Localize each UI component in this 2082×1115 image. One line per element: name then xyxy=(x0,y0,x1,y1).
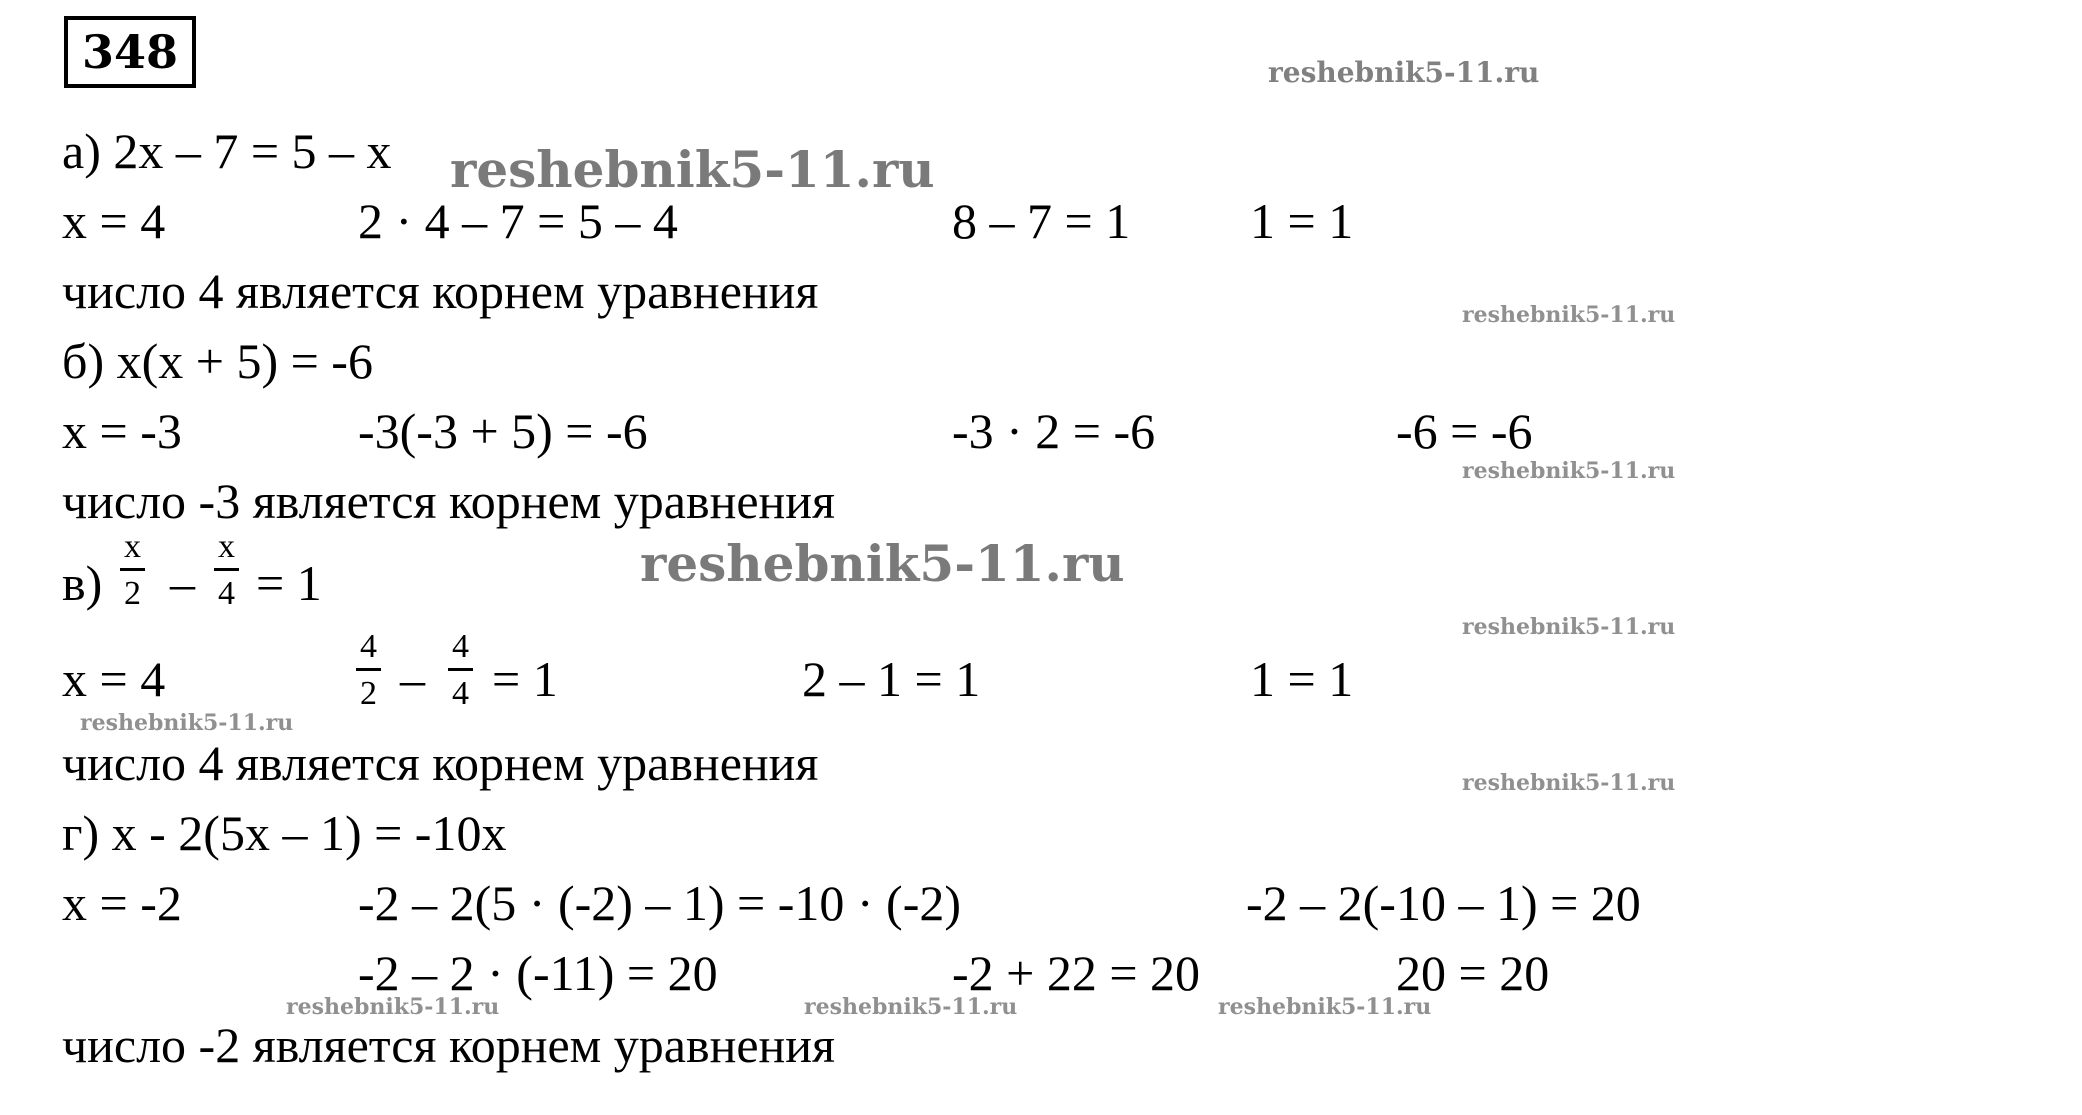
fraction-denominator: 2 xyxy=(360,675,377,712)
check-v-step3: 1 = 1 xyxy=(1250,651,1354,707)
fraction-4-over-4 xyxy=(448,630,473,711)
check-g-step3: -2 – 2 · (-11) = 20 xyxy=(358,945,718,1001)
watermark: reshebnik5-11.ru xyxy=(80,710,294,736)
check-g-step1: -2 – 2(5 · (-2) – 1) = -10 · (-2) xyxy=(358,875,962,931)
problem-number: 348 xyxy=(64,16,196,88)
fraction-numerator: x xyxy=(124,528,141,565)
root-g: x = -2 xyxy=(62,875,182,931)
watermark: reshebnik5-11.ru xyxy=(1218,994,1432,1020)
check-v-step2: 2 – 1 = 1 xyxy=(802,651,981,707)
fraction-4-over-2 xyxy=(356,630,381,711)
watermark: reshebnik5-11.ru xyxy=(1462,458,1676,484)
equation-a: а) 2x – 7 = 5 – x xyxy=(62,123,392,179)
fraction-numerator: 4 xyxy=(360,628,377,665)
watermark: reshebnik5-11.ru xyxy=(1462,614,1676,640)
fraction-x-over-4 xyxy=(214,530,239,611)
equation-b: б) x(x + 5) = -6 xyxy=(62,333,373,389)
check-g-step4: -2 + 22 = 20 xyxy=(952,945,1201,1001)
fraction-numerator: x xyxy=(218,528,235,565)
root-b: x = -3 xyxy=(62,403,182,459)
equation-v-prefix: в) xyxy=(62,555,103,611)
check-a-step3: 1 = 1 xyxy=(1250,193,1354,249)
check-g-step2: -2 – 2(-10 – 1) = 20 xyxy=(1246,875,1641,931)
equation-g: г) x - 2(5x – 1) = -10x xyxy=(62,805,507,861)
check-b-step2: -3 · 2 = -6 xyxy=(952,403,1156,459)
fraction-x-over-2 xyxy=(120,530,145,611)
check-g-step5: 20 = 20 xyxy=(1396,945,1550,1001)
watermark: reshebnik5-11.ru xyxy=(1268,56,1540,89)
conclusion-g: число -2 является корнем уравнения xyxy=(62,1017,836,1073)
check-v-rhs: = 1 xyxy=(492,651,558,707)
watermark: reshebnik5-11.ru xyxy=(640,534,1125,593)
watermark: reshebnik5-11.ru xyxy=(286,994,500,1020)
watermark: reshebnik5-11.ru xyxy=(1462,770,1676,796)
fraction-denominator: 4 xyxy=(218,575,235,612)
check-b-step1: -3(-3 + 5) = -6 xyxy=(358,403,648,459)
check-a-step1: 2 · 4 – 7 = 5 – 4 xyxy=(358,193,678,249)
root-a: x = 4 xyxy=(62,193,166,249)
fraction-denominator: 4 xyxy=(452,675,469,712)
conclusion-v: число 4 является корнем уравнения xyxy=(62,735,819,791)
minus-sign: – xyxy=(400,651,425,707)
watermark: reshebnik5-11.ru xyxy=(804,994,1018,1020)
root-v: x = 4 xyxy=(62,651,166,707)
fraction-denominator: 2 xyxy=(124,575,141,612)
equation-v-rhs: = 1 xyxy=(256,555,322,611)
check-b-step3: -6 = -6 xyxy=(1396,403,1533,459)
watermark: reshebnik5-11.ru xyxy=(1462,302,1676,328)
check-a-step2: 8 – 7 = 1 xyxy=(952,193,1131,249)
watermark: reshebnik5-11.ru xyxy=(450,140,935,199)
fraction-numerator: 4 xyxy=(452,628,469,665)
conclusion-a: число 4 является корнем уравнения xyxy=(62,263,819,319)
conclusion-b: число -3 является корнем уравнения xyxy=(62,473,836,529)
minus-sign: – xyxy=(170,555,195,611)
